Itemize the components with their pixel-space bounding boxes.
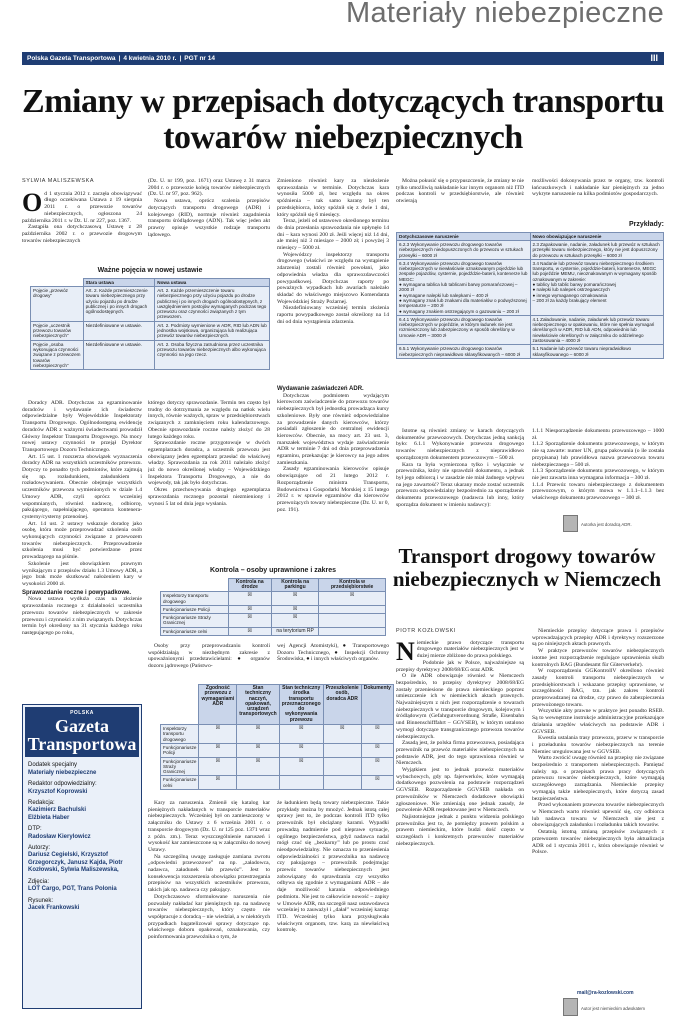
- paragraph: Kwestia ustalania trasy przewozu, przerw w transporcie i przeładunku towarów niebezpiecznych na terenie Niemiec uregulowana jest w GGVSEB.: [532, 735, 664, 755]
- paragraph: Można pokusić się o przypuszczenie, że zmiany te nie tylko umożliwią nakładanie kar innym organom niż ITD podczas kontroli w przedsiębiorstwie, ale również otwierają: [396, 178, 524, 205]
- article-column-2-bottom: [148, 800, 270, 1012]
- paragraph: Zasady egzaminowania kierowców opisuje obowiązujące od 21 lutego 2012 r. Rozporządzenie ministra Transportu, Budownictwa i Gospodarki Morskiej z 15 lutego 2012 r. w sprawie egzaminów dla kierowców przewożących towary niebezpieczne (Dz. U. nr 0, poz. 191).: [277, 466, 389, 513]
- paragraph: Nowa ustawa, oprócz scalenia przepisów dotyczących transportu drogowego (ADR) i kolejowego (RID), normuje również zagadnienia transportu śródlądowego (ADN). Tak więc jeden akt prawny opisuje wszystkie rodzaje transportu lądowego.: [148, 198, 270, 238]
- control-scope-table-block: [160, 568, 386, 636]
- article-column-4-top: [396, 178, 524, 218]
- table-row: Funkcjonariusze Straży Granicznej ☒ ☒ ☒ ☒: [161, 757, 394, 776]
- paragraph: Dotychczasowo sformułowane naruszenia nie pozwalały nakładać kar pieniężnych np. na nadawcę towarów niebezpiecznych, który często nie współpracuje z doradcą – nie wiedział, a w niektórych przypadkach bagatelizował sprawy dotyczące np. właściwego doboru opakowań, oznakowania, czy poinformowania przewoźnika o tym, że: [148, 893, 270, 941]
- paragraph: 1.1.2 Sporządzenie dokumentu przewozowego, w którym nie są zawarte: numer UN, grupa pakowania (o ile została przypisana) lub prawidłowa nazwa przewozowa towaru niebezpiecznego – 500 zł.: [532, 441, 664, 468]
- paragraph: możliwości dokonywania przez te organy, tzw. kontroli łańcuszkowych i nakładanie kar pieniężnych za jedno wykryte naruszenie na kilka podmiotów gospodarczych.: [532, 178, 664, 198]
- table-row: 6.4.1 Wykonywanie przewozu drogowego towarów niebezpiecznych w pojeździe, w którym ładunek nie jest rozmieszczony lub zabezpieczony w sposób określony w Umowie ADR – 3000 zł 4.1 Załadowanie, nadanie, załadunek lub przewóz towaru niebezpiecznego w opakowaniu, które nie spełnia wymagań określonych w ADR, RID lub ADN, odpowiednio lub niewłaściwie określonych w załączniku do oddzielnego zastosowania – 4000 zł: [397, 315, 664, 344]
- table-row: 6.5.1 Wykonywanie przewozu drogowego towarów niebezpiecznych nieprawidłowo sklasyfikowanych – 6000 zł 5.1 Nadanie lub przewóz towaru niepradwidłowo sklasyfikowanego – 6000 zł: [397, 345, 664, 359]
- table-row: Funkcjonariusze Policji ☒ ☒ ☒ ☒: [161, 743, 394, 757]
- paragraph: 1.1.4 Przewóz towaru niebezpiecznego z dokumentem przewozowym, o którym mowa w 1.1.1–1.1.3 bez właściwego dokumentu przewozowego – 300 zł.: [532, 481, 664, 502]
- credit-value: Krzysztof Koprowski: [28, 788, 88, 795]
- table-row: Inspektorzy transportu drogowego ☒ ☒ ☒: [161, 592, 386, 606]
- credit-label: Dodatek specjalny: [28, 762, 78, 769]
- subheading: Sprawozdanie roczne i powypadkowe.: [22, 589, 132, 596]
- page-roman-number: III: [650, 53, 658, 63]
- paragraph: Osoby przy przeprowadzaniu kontroli współdziałają w niezbędnym zakresie z upoważnionymi przedstawicielami: ● organów dozoru jądrowego (Państwo-: [148, 643, 270, 670]
- table-row: Funkcjonariusze Straży Granicznej ☒ ☒: [161, 614, 386, 628]
- paragraph: Teraz, jeżeli od ustawowo określonego terminu do dnia przesłania sprawozdania nie upłynęło 14 dni – kara wynosi 200 zł. Jeśli więcej niż 14 dni, ale mniej niż 3 miesiące – 2000 zł; i powyżej 3 miesięcy – 5000 zł.: [277, 218, 389, 252]
- author-caption: Autorka jest doradcą ADR.: [581, 522, 632, 527]
- article-column-3-mid: [277, 384, 389, 562]
- paragraph: Na szczególną uwagę zasługuje zamiana zwrotu „odpowiedni przewozowe” na np. „załadowca, nadawca, załadunek lub przewóz”. Jest to konsekwencja rozszerzenia obowiązku przestrzegania przepisów na wszystkich uczestników przewozu, takich jak np. nadawca czy pakujący.: [148, 853, 270, 894]
- author-photo: [563, 998, 578, 1016]
- paragraph: Kary za naruszenia. Zmienił się katalog kar pieniężnych nakładanych w transporcie materiałów niebezpiecznych. Wcześniej był on zamieszczony w załączniku do Ustawy z 6 września 2001 r. o transporcie drogowym (Dz. U. nr 125 poz. 1371 wraz z późn. zm.). Teraz wyszczególnienie naruszeń i wysokość kar zamieszczone są w załączniku do nowej Ustawy.: [148, 800, 270, 853]
- paragraph: (Dz. U. nr 199, poz. 1671) oraz Ustawę z 31 marca 2004 r. o przewozie koleją towarów niebezpiecznych (Dz. U. nr 97, poz. 962).: [148, 178, 270, 198]
- publication-name: Polska Gazeta Transportowa: [27, 55, 116, 62]
- credit-label: Redakcja:: [28, 800, 55, 807]
- table-title: Ważne pojęcia w nowej ustawie: [97, 267, 203, 274]
- article-column-4-germany: [396, 628, 524, 1012]
- article-column-2-lower: [148, 400, 270, 560]
- control-range-table: Zgodność przewozu z wymaganiami ADR Stan techniczny naczyń, opakowań, urządzeń transportowych Stan techniczny środka transportu przeznaczonego do wykonywania przewozu Przeszkolenie osób, doradca ADR Dokumenty Inspektorzy transportu drogowego ☒ ☒ ☒ ☒ ☒ Funkcjonariusze Policji ☒ ☒ ☒ ☒ Funkcjonariusze Straży Granicznej ☒ ☒ ☒ ☒ Funkcjonariusze celni ☒ ☒: [160, 684, 394, 790]
- sub-article-headline: Transport drogowy towarów niebezpiecznych w Niemczech: [392, 544, 662, 591]
- credit-label: Autorzy:: [28, 845, 51, 852]
- table-row: Funkcjonariusze celni ☒ ☒: [161, 776, 394, 790]
- paragraph: Szkolenie jest obowiązkiem prawnym wynikającym z przepisów działu 1.3 Umowy ADR, a jego brak może skutkować nałożeniem kary w wysokości 2000 zł.: [22, 560, 142, 587]
- paragraph: wej Agencji Atomistyki), ● Transportowego Dozoru Technicznego, ● Inspekcji Ochrony Środowiska, ● i innych właściwych organów.: [277, 643, 389, 663]
- author-byline: SYLWIA MALISZEWSKA: [22, 178, 95, 184]
- paragraph: Ostatnią istotną zmianą przepisów związanych z przewozem towarów niebezpiecznych była aktualizacja ADR od 1 stycznia 2011 r., która obowiązuje również w Polsce.: [532, 829, 664, 856]
- paragraph: Art. 14 ust. 2 ustawy wskazuje doradcę jako osobę, która może przeprowadzać szkolenia osób wykonujących czynności związane z przewozem towarów niebezpiecznych. Przeprowadzenie szkolenia musi być potwierdzone przez prowadzącego na piśmie.: [22, 520, 142, 561]
- credit-value: Radosław Kierylowicz: [28, 833, 91, 840]
- concepts-table: Stara ustawa Nowa ustawa Pojęcie „przewóz drogowy” Art. 2. Każde przemieszczenie towaru niebezpiecznego przy użyciu pojazdu po drodze publicznej i po innych drogach ogólnodostępnych. Art. 2. Każde przemieszczenie towaru niebezpiecznego przy użyciu pojazdu po drodze publicznej i po innych drogach ogólnodostępnych, z uwzględnieniem postojów wymaganych podczas tego przewozu oraz czynności związanych z tym przewozem. Pojęcie „uczestnik przewozu towarów niebezpiecznych” Niezdefiniowane w ustawie. Art. 2. Podmioty wymienione w ADR, RID lub ADN lub jednostka wojskowa, organizująca lub realizująca przewóz towarów niebezpiecznych. Pojęcie „osoba wykonująca czynności związane z przewozem towarów niebezpiecznych” Niezdefiniowane w ustawie. Art. 2. Osoba fizyczna zatrudniona przez uczestnika przewozu towarów niebezpiecznych albo wykonująca czynności na jego rzecz.: [30, 278, 270, 370]
- subheading: Wydawanie zaświadczeń ADR.: [277, 386, 364, 392]
- table-row: 6.3.4 Wykonywanie przewozu drogowego towarów niebezpiecznych w niewłaściwie oznakowanym pojeździe lub zespole pojazdów, cysternie, pojedździe-baterii, kontenerze lub MEGC: ● wymagana tablica lub tablicami barwy pomarańczowej – 2000 zł ● wymagane nalepki lub nalepkami – 400 zł ● wymagany znak lub znakami dla materiałów o podwyższonej temperaturze – 200 zł ● wymagany znakiem ostrzegającym o gazowaniu – 200 zł 3.4 Nadanie lub przewóz towaru niebezpiecznego środkiem transportu, w cysternie, pojeździe-baterii, kontenerze, MEGC lub pojeździe MEMU, nieoznakowanym w wymagany sposób oznakowanym w zakresie: ● tablicy lub tablic barwy pomarańczowej ● nalepki lub nalepek ostrzegawczych ● innego wymaganego oznakowania – 200 zł za każdy brakujący element: [397, 259, 664, 315]
- author-photo: [563, 515, 578, 532]
- article-column-3-bottom: [277, 800, 389, 1012]
- paragraph: Kara ta była wymierzona tylko i wyłącznie w przewoźnika, który nie sprawdził dokumentu, a jednak był jego odbiorcą i w zasadzie nie miał żadnego wpływu na jego zawartość? Teraz ukarany może zostać uczestnik przewozu odpowiedzialny bezpośrednio za sporządzenie dokumentu przewozowego (nadawca lub inny, który sporządza dokument w imieniu nadawcy):: [396, 461, 524, 508]
- control-range-table-block: [160, 684, 391, 790]
- credit-label: Rysunek:: [28, 897, 54, 904]
- paragraph: Niemieckie prawo dotyczące transportu drogowego materiałów niebezpiecznych jest w dużej mierze zbliżone do prawa polskiego.: [396, 636, 524, 666]
- table-title: Kontrola – osoby uprawnione i zakres: [209, 567, 337, 574]
- article-column-4-mid: [396, 428, 524, 540]
- gazeta-logo: POLSKA Gazeta Transportowa: [25, 707, 139, 757]
- credits-box: [22, 704, 142, 1009]
- paragraph: Niemieckie przepisy dotyczące prawa i przepisów wprowadzających przepisy ADR i dyrektywy rozszerzone są po niniejszych aktach prawnych.: [532, 628, 664, 648]
- paragraph: Wyjątkiem jest to jednak przewóz materiałów wybuchowych, gdy np. fajerwerków, które wymagają dodatkowego pozwolenia na podstawie rozporządzeń GGVSEB. Rozporządzenie GGVSEB nakłada on przewoźników w Niemczech dodatkowe obowiązki zgłoszeniowe. Nie zmieniają one jednak zasady, że pozwolenie ADR respektowane jest w Niemczech.: [396, 767, 524, 814]
- credit-value: Kazimierz Bachulski Elżbieta Haber: [28, 807, 87, 821]
- control-scope-table: Kontrola na drodze Kontrola na parkingu Kontrola w przedsiębiorstwie Inspektorzy transportu drogowego ☒ ☒ ☒ Funkcjonariusze Policji ☒ ☒ Funkcjonariusze Straży Granicznej ☒ ☒ Funkcjonariusze celni ☒ na terytorium RP: [160, 578, 386, 636]
- paragraph: Nowa ustawa wydłuża czas na złożenie sprawozdania rocznego z działalności uczestnika przewozu towarów niebezpiecznych w zakresie przewozu i czynności z nim związanych. Dotychczas termin był określony na 31 stycznia każdego roku następującego po roku,: [22, 596, 142, 636]
- paragraph: Warto zwrócić uwagę również na przepisy nie związane bezpośrednio z transportem niebezpiecznych. Pamiętać należy np. o przepisach prawa pracy dotyczących przewozu towarów niebezpiecznych, które wymagają szczegółowego zarządzania. Niemieckie przepisy wymagają także niebezpiecznych, które dotyczą zasad bezpieczeństwa.: [532, 755, 664, 802]
- paragraph: Przed wykonaniem przewozu towarów niebezpiecznych w Niemczech warto również upewnić się, czy odbiorca lub nadawca towaru w Niemczech nie jest z obowiązujących załadunku i rozładunku takich towarów.: [532, 802, 664, 829]
- author-byline: PIOTR KOZŁOWSKI: [396, 628, 457, 634]
- credit-value: LOT Cargo, PGT, Trans Polonia: [28, 886, 117, 893]
- paragraph: Doradcy ADR. Dotychczas za egzaminowanie doradców i wydawanie ich świadectw odpowiedzialne były Wojewódzkie Inspektoraty Transportu Drogowego. Ogólnodostępną ewidencję doradców ADR z ważnymi świadectwami prowadził Główny Inspektor Transportu Drogowego. Na mocy nowej ustawy czynności te przejął Dyrektor Transportowego Dozoru Technicznego.: [22, 400, 142, 453]
- publication-date: 4 kwietnia 2010 r.: [123, 55, 177, 62]
- paragraph: W praktyce przewozów towarów niebezpiecznych istotne jest rozporządzenie regulujące uprawnienia służb kontrolnych BAG (Bundesamt für Güterverkehr).: [532, 648, 664, 668]
- table-row: 6.2.3 Wykonywanie przewozu drogowego towarów niebezpiecznych niedopuszczonych do przewozu w sztukach przesyłki – 6000 zł 2.3 Zapakowanie, nadanie, załadunek lub przewóz w sztukach przesyłki towaru niebezpiecznego, który nie jest dopuszczony do przewozu w sztukach przesyłki – 6000 zł: [397, 241, 664, 260]
- paragraph: W rozporządzeniu GGKontrollV określono również zasady kontroli transportu niebezpiecznych w przedsiębiorstwach i wskazano przepisy uprawnione, w szczególności BAG, tzn. jak zakres kontroli przeprowadzanej na drodze, czy prawo do zabezpieczenia przewożonego towaru.: [532, 668, 664, 708]
- examples-table-block: [396, 222, 664, 359]
- credit-label: Redaktor odpowiedzialny:: [28, 781, 97, 788]
- paragraph: Niezdefiniowany wcześniej termin złożenia raportu powypadkowego został określony na 14 dni od dnia wystąpienia zdarzenia.: [277, 305, 389, 325]
- paragraph: Art. 15 ust. 1 rozszerza obowiązek wyznaczenia doradcy ADR na wszystkich uczestników przewozu. Dotyczy to ponadto tych podmiotów, które zajmują się np. rozładunkiem, załadunkiem i rozładowywaniem. Obecnie obejmuje wszystkich uczestników przewozu wymienionych w dziale 1.4 Umowy ADR, czyli oprócz wcześniej wspomnianych, również nadawcę, odbiorcę, pakującego, napełniającego, operatora kontenera-cysterny/cysterny przenośnej.: [22, 453, 142, 520]
- paragraph: Sprawozdanie roczne przygotowuje w dwóch egzemplarzach doradca, a uczestnik przewozu jest obowiązany jeden egzemplarz przesłać do właściwej władzy. Sprawozdania za rok 2011 należało złożyć już do nowo określonej władzy – Wojewódzkiego Inspektora Transportu Drogowego, a nie do wojewody, tak jak było dotychczas.: [148, 440, 270, 487]
- paragraph: Dotychczas podmiotem wydającym kierowcom zaświadczenie do przewozu towarów niebezpiecznych był jednostką prowadząca kursy szkoleniowe. Były one również odpowiedzialne za prowadzenie danych kierowców, którzy posiadali zgłoszenie do centralnej ewidencji kierowców. Obecnie, na mocy art. 23 ust. 3, marszałek województwa wydaje zaświadczenie ADR w terminie 7 dni od dnia przeprowadzenia egzaminu, przekazując je kierowcy na jego adres zamieszkania.: [277, 392, 389, 466]
- paragraph: 1.1.3 Sporządzenie dokumentu przewozowego, w którym nie jest zawarta inna wymagana informacja – 300 zł.: [532, 468, 664, 481]
- publication-bar: Polska Gazeta Transportowa | 4 kwietnia 2010 r. | PGT nr 14 III: [22, 52, 664, 65]
- credit-label: Zdjęcia:: [28, 878, 50, 885]
- article-column-5-germany: [532, 628, 664, 988]
- paragraph: Istotne są również zmiany w karach dotyczących dokumentów przewozowych. Dotychczas jedną sankcją było: 6.1.1 Wykonywanie przewozu drogowego towarów niebezpiecznych z nieprawidłowo sporządzonym dokumentem przewozowym – 500 zł.: [396, 428, 524, 461]
- issue-number: PGT nr 14: [184, 55, 216, 62]
- paragraph: Najistotniejsze jednak z punktu widzenia polskiego przewoźnika jest to, że pomiędzy prawem polskim a prawem niemieckim, które budzi dość często w szczegółach i konkretnych przewozów materiałów niebezpiecznych.: [396, 813, 524, 847]
- paragraph: 1.1.1 Niesporządzenie dokumentu przewozowego – 1000 zł.: [532, 428, 664, 441]
- author-email-link[interactable]: mail@ra-kozlowski.com: [577, 990, 634, 996]
- credit-value: Materiały niebezpieczne: [28, 769, 97, 776]
- paragraph: Od 1 stycznia 2012 r. zaczęła obowiązywać długo oczekiwana Ustawa z 19 sierpnia 2011 r. o przewozie towarów niebezpiecznych, ogłoszona 24 października 2011 r. w Dz. U. nr 227, poz. 1367.: [22, 187, 142, 224]
- examples-table: Dotychczasowe naruszenie Nowo obowiązujące naruszenie 6.2.3 Wykonywanie przewozu drogowego towarów niebezpiecznych niedopuszczonych do przewozu w sztukach przesyłki – 6000 zł 2.3 Zapakowanie, nadanie, załadunek lub przewóz w sztukach przesyłki towaru niebezpiecznego, który nie jest dopuszczony do przewozu w sztukach przesyłki – 6000 zł 6.3.4 Wykonywanie przewozu drogowego towarów niebezpiecznych w niewłaściwie oznakowanym pojeździe lub zespole pojazdów, cysternie, pojedździe-baterii, kontenerze lub MEGC: ● wymagana tablica lub tablicami barwy pomarańczowej – 2000 zł ● wymagane nalepki lub nalepkami – 400 zł ● wymagany znak lub znakami dla materiałów o podwyższonej temperaturze – 200 zł ● wymagany znakiem ostrzegającym o gazowaniu – 200 zł 3.4 Nadanie lub przewóz towaru niebezpiecznego środkiem transportu, w cysternie, pojeździe-baterii, kontenerze, MEGC lub pojeździe MEMU, nieoznakowanym w wymagany sposób oznakowanym w zakresie: ● tablicy lub tablic barwy pomarańczowej ● nalepki lub nalepek ostrzegawczych ● innego wymaganego oznakowania – 200 zł za każdy brakujący element 6.4.1 Wykonywanie przewozu drogowego towarów niebezpiecznych w pojeździe, w którym ładunek nie jest rozmieszczony lub zabezpieczony w sposób określony w Umowie ADR – 3000 zł 4.1 Załadowanie, nadanie, załadunek lub przewóz towaru niebezpiecznego w opakowaniu, które nie spełnia wymagań określonych w ADR, RID lub ADN, odpowiednio lub niewłaściwie określonych w załączniku do oddzielnego zastosowania – 4000 zł 6.5.1 Wykonywanie przewozu drogowego towarów niebezpiecznych nieprawidłowo sklasyfikowanych – 6000 zł 5.1 Nadanie lub przewóz towaru niepradwidłowo sklasyfikowanego – 6000 zł: [396, 232, 664, 359]
- credit-label: DTP:: [28, 826, 42, 833]
- article-column-5-mid: [532, 428, 664, 514]
- article-column-3-top: [277, 178, 389, 383]
- article-column-2-mid: [148, 643, 270, 683]
- paragraph: Podobnie jak w Polsce, najważniejsze są przepisy dyrektywy 2008/68/EG oraz ADR.: [396, 659, 524, 673]
- paragraph: Zastąpiła ona dotychczasową Ustawę z 28 października 2002 r. o przewozie drogowym towarów niebezpiecznych: [22, 224, 142, 244]
- author-caption: Autor jest niemieckim adwokatem: [581, 1006, 646, 1011]
- paragraph: że ładunkiem będą towary niebezpieczne. Takie przykłady można by mnożyć. Jednak istotą całej sprawy jest to, że podczas kontroli ITD tylko przewoźnik był obciążany karami. Wypadki prowadzą nadmiernie pod nieprawe sytuacje, ogólnego bezpieczeństwa, gdyż nadawca nadal mógł czuć się „bezkarny” lub po prostu czuć nieodpowiedzialny. Nie oznacza to przeniesienia odpowiedzialności z przewoźnika na nadawcę czy pakującego – przewoźnik podejmując przewóz towarów niebezpiecznych jest zobowiązany do sprawdzania czy wszystko odbywa się zgodnie z wymaganiami ADR – ale daje możliwość karania odpowiedniego podmiotu. Nie jest to całkowicie nowość – zapisy w Umowie ADR, ma szczegół nasz ustawodawca wcześniej to zauważył i „dałał” wcześniej karząc ITD. Wcześniej tylko kara przysługiwała właściwym organom, tzw. karą za niewłaściwą kontrolę.: [277, 800, 389, 934]
- article-column-1-lower: [22, 400, 142, 700]
- concepts-table-block: [30, 268, 270, 370]
- article-column-3-midtext: [277, 643, 389, 683]
- paragraph: Zmieniono również kary za niezłożenie sprawozdania w terminie. Dotychczas kara wynosiła 5000 zł, bez względu na okres spóźnienia – tak samo karany był ten przedsiębiorca, który spóźnił się z dwie 1 dni, który spóźnił się 6 miesięcy.: [277, 178, 389, 218]
- paragraph: Wojewódzcy inspektorzy transportu drogowego (właściwi ze względu na wystąpienie zdarzenia) zostali również powołani, jako odpowiednia władza dla sprawozdawczości powypadkowej. Dotychczas raporty po poważnych wypadkach lub awariach należało składać do właściwego miejscowo Komendanta Wojewódzkiej Straży Pożarnej.: [277, 251, 389, 305]
- table-title: Przykłady:: [628, 221, 664, 228]
- table-row: Funkcjonariusze celni ☒ na terytorium RP: [161, 627, 386, 635]
- main-headline: Zmiany w przepisach dotyczących transportu towarów niebezpiecznych: [22, 83, 664, 156]
- table-row: Inspektorzy transportu drogowego ☒ ☒ ☒ ☒ ☒: [161, 725, 394, 744]
- article-column-2-top: [148, 178, 270, 258]
- table-row: Pojęcie „uczestnik przewozu towarów niebezpiecznych” Niezdefiniowane w ustawie. Art. 2. Podmioty wymienione w ADR, RID lub ADN lub jednostka wojskowa, organizująca lub realizująca przewóz towarów niebezpiecznych.: [31, 321, 270, 340]
- paragraph: Okres przechowywania drugiego egzemplarza sprawozdania rocznego pozostał niezmieniony i wynosi 5 lat od dnia jego wysłania.: [148, 487, 270, 507]
- paragraph: O ile ADR obowiązuje również w Niemczech bezpośrednio, to przepisy dyrektywy 2008/68/EG zostały przeniesione do prawa niemieckiego poprzez umieszczenie ich w niemieckich aktach prawnych. Najważniejszym z nich jest rozporządzenie o towarach niebezpiecznych w transporcie drogowym, kolejowym i śródlądowym (Gefahrgutverordnung Straße, Eisenbahn und Binnenschifffahrt – GGVSEB), w którym ustalono wymogi dotyczące transgranicznego przewozu towarów niebezpiecznych.: [396, 673, 524, 740]
- section-title: Materiały niebezpieczne: [345, 0, 664, 29]
- paragraph: Wszystkie akty prawne w praktyce jest ponadto RSEB. Są to wewnętrzne instrukcje administracyjne przekazujące działania urzędów właściwych na podstawie ADR i GGVSEB.: [532, 708, 664, 735]
- credit-value: Dariusz Cegielski, Krzysztof Grzegorczyk, Janusz Kajda, Piotr Kozłowski, Sylwia Maliszewska,: [28, 852, 123, 874]
- paragraph: którego dotyczy sprawozdanie. Termin ten często był trudny do dotrzymania ze względu na natłok wielu innych, równie ważnych, spraw w przedsiębiorstwach związanych z zamknięciem roku kalendarzowego. Obecnie sprawozdanie roczne należy złożyć do 28 lutego każdego roku.: [148, 400, 270, 440]
- article-column-1-top: [22, 178, 142, 258]
- paragraph: Zasadą jest, że polska firma przewozowa, posiadająca przewoźnik na przewóz materiałów niebezpiecznych na podstawie ADR, jest do tego uprawniona również w Niemczech.: [396, 740, 524, 767]
- table-row: Funkcjonariusze Policji ☒ ☒: [161, 605, 386, 613]
- table-row: Pojęcie „osoba wykonująca czynności związane z przewozem towarów niebezpiecznych” Niezdefiniowane w ustawie. Art. 2. Osoba fizyczna zatrudniona przez uczestnika przewozu towarów niebezpiecznych albo wykonująca czynności na jego rzecz.: [31, 340, 270, 369]
- article-column-5-top: [532, 178, 664, 218]
- credit-value: Jacek Frankowski: [28, 904, 80, 911]
- table-row: Pojęcie „przewóz drogowy” Art. 2. Każde przemieszczenie towaru niebezpiecznego przy użyciu pojazdu po drodze publicznej i po innych drogach ogólnodostępnych. Art. 2. Każde przemieszczenie towaru niebezpiecznego przy użyciu pojazdu po drodze publicznej i po innych drogach ogólnodostępnych, z uwzględnieniem postojów wymaganych podczas tego przewozu oraz czynności związanych z tym przewozem.: [31, 287, 270, 322]
